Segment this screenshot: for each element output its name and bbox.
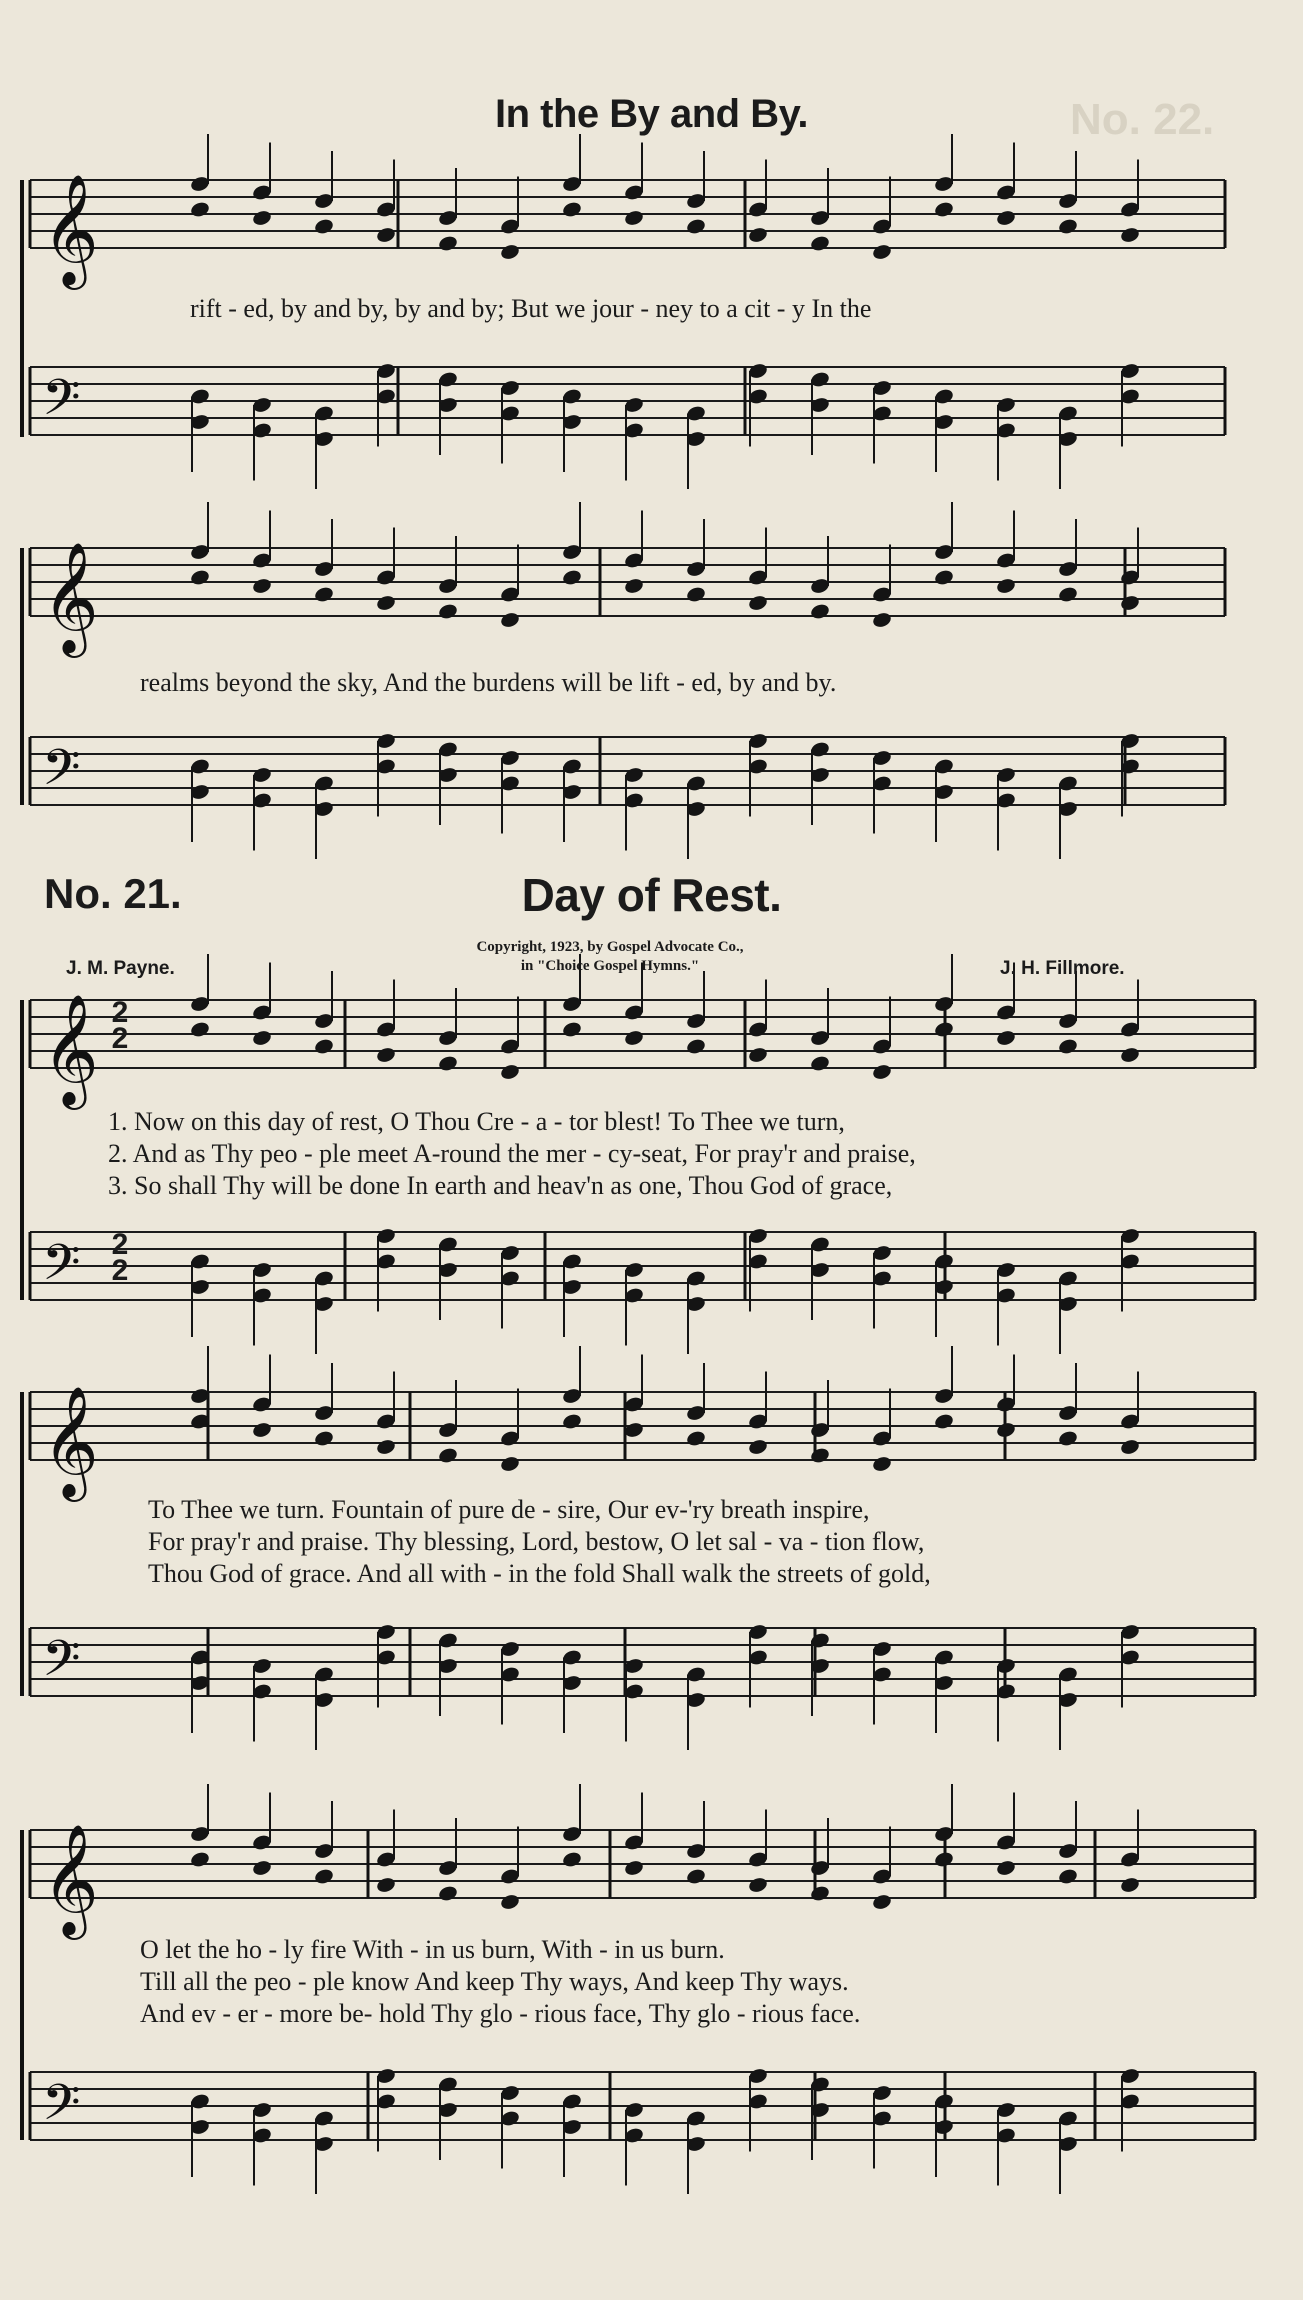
note-head [1119,1876,1140,1894]
note-head [623,577,644,595]
copyright-line-2: in "Choice Gospel Hymns." [520,958,700,974]
note-head [1119,226,1140,244]
note-head [189,568,210,586]
treble-clef-icon: 𝄞 [42,993,99,1105]
note-head [871,611,892,629]
system-1-verse-3: 3. So shall Thy will be done In earth and heav'n as one, Thou God of grace, [108,1171,893,1200]
note-head [561,200,582,218]
note-head [747,594,768,612]
system-3-verses [140,1934,860,2030]
note-head [871,243,892,261]
note-head [995,1421,1016,1439]
bass-clef-icon: 𝄢 [42,1630,81,1700]
note-head [313,1037,334,1055]
note-head [1057,1867,1078,1885]
note-head [375,594,396,612]
note-head [933,200,954,218]
system-1-verse-1: 1. Now on this day of rest, O Thou Cre - a - tor blest! To Thee we turn, [108,1107,845,1136]
bass-clef-icon: 𝄢 [42,1234,81,1304]
note-head [1057,1429,1078,1447]
note-head [995,209,1016,227]
note-head [1057,585,1078,603]
composer-credit: J. H. Fillmore. [1000,958,1125,979]
note-head [685,1867,706,1885]
bass-clef-icon: 𝄢 [42,369,81,439]
treble-clef-icon: 𝄞 [42,1385,99,1497]
note-head [437,1884,458,1902]
note-head [251,1421,272,1439]
time-signature-bass: 2 2 [111,1228,129,1287]
note-head [685,1429,706,1447]
system-2-verses [148,1494,931,1590]
note-head [437,602,458,620]
time-signature-treble: 2 2 [111,996,129,1055]
note-head [499,611,520,629]
note-head [623,209,644,227]
note-head [1119,1046,1140,1064]
treble-clef-icon: 𝄞 [42,173,99,285]
note-head [747,226,768,244]
note-head [251,577,272,595]
note-head [623,1421,644,1439]
note-head [933,1020,954,1038]
note-head [561,1412,582,1430]
note-head [871,1063,892,1081]
note-head [809,602,830,620]
previous-hymn-lyrics-line-2: realms beyond the sky, And the burdens will be lift - ed, by and by. [140,668,837,697]
note-head [499,243,520,261]
treble-clef-icon: 𝄞 [42,1823,99,1935]
note-head [375,1046,396,1064]
bass-clef-icon: 𝄢 [42,2074,81,2144]
note-head [623,1859,644,1877]
system-2-verse-2: For pray'r and praise. Thy blessing, Lord, bestow, O let sal - va - tion flow, [148,1527,925,1556]
note-head [685,217,706,235]
system-3-verse-1: O let the ho - ly fire With - in us burn, With - in us burn. [140,1935,725,1964]
note-head [995,577,1016,595]
note-head [561,1020,582,1038]
previous-hymn-title: In the By and By. [494,92,809,136]
note-head [561,1850,582,1868]
bass-clef-icon: 𝄢 [42,739,81,809]
note-head [809,1446,830,1464]
note-head [1057,1037,1078,1055]
note-head [313,217,334,235]
note-head [437,1446,458,1464]
system-3-verse-2: Till all the peo - ple know And keep Thy ways, And keep Thy ways. [140,1967,849,1996]
note-head [933,568,954,586]
note-head [623,1029,644,1047]
treble-clef-icon: 𝄞 [42,541,99,653]
system-2-verse-3: Thou God of grace. And all with - in the fold Shall walk the streets of gold, [148,1559,931,1588]
note-head [561,568,582,586]
hymn-number: No. 21. [44,870,182,917]
system-1-verse-2: 2. And as Thy peo - ple meet A-round the mer - cy-seat, For pray'r and praise, [108,1139,916,1168]
note-head [995,1029,1016,1047]
note-head [437,234,458,252]
previous-hymn-lyrics-line-1: rift - ed, by and by, by and by; But we jour - ney to a cit - y In the [190,294,872,323]
note-head [189,200,210,218]
note-head [499,1455,520,1473]
note-head [251,1859,272,1877]
note-head [747,1438,768,1456]
note-head [747,1046,768,1064]
note-head [499,1893,520,1911]
note-head [251,209,272,227]
clef-symbols [42,173,99,2144]
note-head [1057,217,1078,235]
note-head [995,1859,1016,1877]
note-head [313,1867,334,1885]
system-2-verse-1: To Thee we turn. Fountain of pure de - sire, Our ev-'ry breath inspire, [148,1495,870,1524]
note-head [933,1850,954,1868]
note-head [1119,1438,1140,1456]
note-head [809,1054,830,1072]
bleed-through-mark: No. 22. [1070,95,1215,144]
note-head [685,585,706,603]
note-head [375,226,396,244]
note-head [933,1412,954,1430]
note-head [437,1054,458,1072]
hymn-title: Day of Rest. [521,869,782,921]
note-head [809,1884,830,1902]
note-head [871,1893,892,1911]
note-head [189,1850,210,1868]
copyright-line-1: Copyright, 1923, by Gospel Advocate Co., [476,939,744,955]
system-3-verse-3: And ev - er - more be- hold Thy glo - rious face, Thy glo - rious face. [140,1999,861,2028]
note-head [871,1455,892,1473]
note-head [189,1020,210,1038]
system-1-verses [108,1106,916,1202]
note-head [685,1037,706,1055]
lyricist-credit: J. M. Payne. [66,958,175,979]
copyright-notice [370,938,850,976]
note-head [375,1438,396,1456]
note-head [499,1063,520,1081]
note-head [313,1429,334,1447]
note-head [1119,594,1140,612]
note-head [809,234,830,252]
note-head [251,1029,272,1047]
note-head [747,1876,768,1894]
note-head [375,1876,396,1894]
note-head [313,585,334,603]
